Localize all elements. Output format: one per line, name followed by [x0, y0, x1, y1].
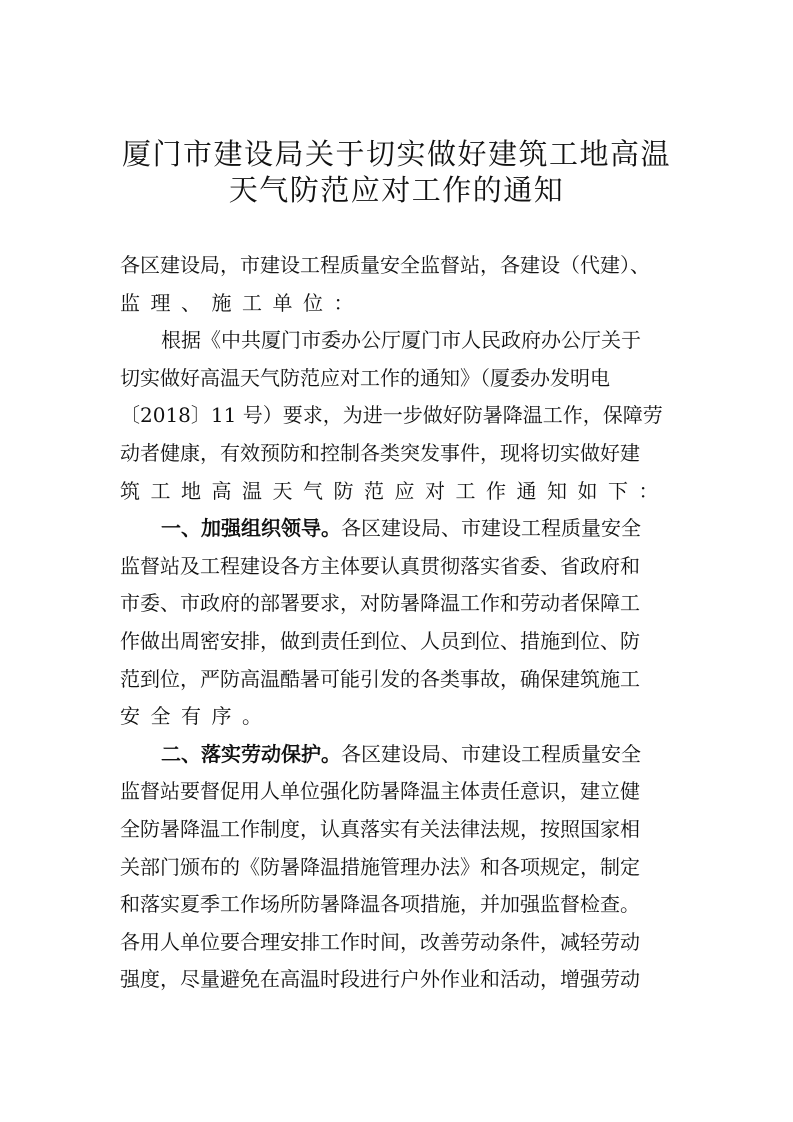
document-title-line-2: 天气防范应对工作的通知 [228, 173, 565, 207]
text-line [120, 961, 673, 999]
text-line [120, 397, 673, 435]
line-text: 根据《中共厦门市委办公厅厦门市人民政府办公厅关于 [161, 328, 641, 353]
line-text: 安全有序。 [120, 704, 273, 729]
line-text: 全防暑降温工作制度，认真落实有关法律法规，按照国家相 [120, 816, 640, 841]
line-text: 市委、市政府的部署要求，对防暑降温工作和劳动者保障工 [120, 591, 640, 616]
text-line [120, 736, 673, 774]
line-text: 各区建设局、市建设工程质量安全 [341, 516, 641, 541]
line-text: 切实做好高温天气防范应对工作的通知》（厦委办发明电 [120, 365, 610, 390]
text-line [120, 849, 673, 887]
line-text: 各区建设局，市建设工程质量安全监督站，各建设（代建）、 [120, 253, 650, 277]
line-text: 强度，尽量避免在高温时段进行户外作业和活动，增强劳动 [120, 967, 640, 992]
line-text: 动者健康，有效预防和控制各类突发事件，现将切实做好建 [120, 440, 640, 465]
text-line [120, 473, 673, 511]
line-text: 各用人单位要合理安排工作时间，改善劳动条件，减轻劳动 [120, 929, 640, 954]
line-text: 〔2018〕11 号）要求，为进一步做好防暑降温工作，保障劳 [120, 403, 663, 428]
line-text: 监理、施工单位： [120, 290, 364, 315]
text-line [120, 661, 673, 699]
text-line [120, 435, 673, 473]
text-line [120, 360, 673, 398]
document-body [120, 247, 673, 999]
text-line [120, 322, 673, 360]
line-text: 作做出周密安排，做到责任到位、人员到位、措施到位、防 [120, 628, 640, 653]
text-line [120, 510, 673, 548]
line-text: 关部门颁布的《防暑降温措施管理办法》和各项规定，制定 [120, 854, 640, 879]
text-line [120, 698, 673, 736]
line-text: 监督站要督促用人单位强化防暑降温主体责任意识，建立健 [120, 779, 640, 804]
line-text: 筑工地高温天气防范应对工作通知如下： [120, 478, 669, 503]
document-title-line-1: 厦门市建设局关于切实做好建筑工地高温 [121, 137, 671, 171]
text-line [120, 924, 673, 962]
line-text: 监督站及工程建设各方主体要认真贯彻落实省委、省政府和 [120, 553, 640, 578]
line-text: 范到位，严防高温酷暑可能引发的各类事故，确保建筑施工 [120, 666, 640, 691]
section-heading: 二、落实劳动保护。 [161, 741, 341, 766]
text-line [120, 886, 673, 924]
text-line [120, 623, 673, 661]
text-line [120, 585, 673, 623]
text-line [120, 285, 673, 323]
text-line [120, 247, 673, 285]
text-line [120, 773, 673, 811]
section-heading: 一、加强组织领导。 [161, 516, 341, 541]
text-line [120, 811, 673, 849]
line-text: 各区建设局、市建设工程质量安全 [341, 741, 641, 766]
text-line [120, 548, 673, 586]
line-text: 和落实夏季工作场所防暑降温各项措施，并加强监督检查。 [120, 892, 640, 917]
